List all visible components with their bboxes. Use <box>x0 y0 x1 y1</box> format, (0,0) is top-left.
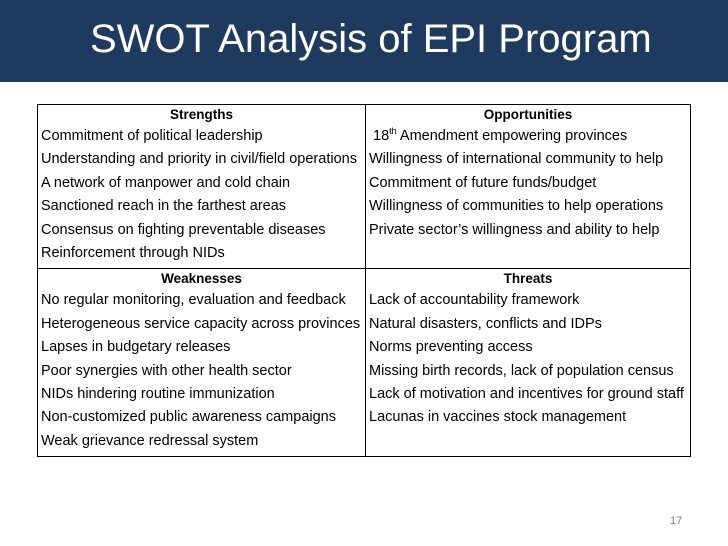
strengths-cell <box>38 105 366 269</box>
weakness-item: No regular monitoring, evaluation and feedback <box>41 292 346 309</box>
strength-item: Consensus on fighting preventable diseases <box>41 221 326 238</box>
weakness-item: Lapses in budgetary releases <box>41 339 231 356</box>
strength-item: Commitment of political leadership <box>41 128 263 144</box>
slide-title: SWOT Analysis of EPI Program <box>90 17 652 61</box>
threat-item: Natural disasters, conflicts and IDPs <box>369 315 602 332</box>
amendment-number: 18 <box>373 128 390 144</box>
opportunity-item: Willingness of international community to help <box>369 151 664 168</box>
swot-row-top <box>38 105 691 269</box>
opportunity-item: Commitment of future funds/budget <box>369 174 597 191</box>
threat-item: Missing birth records, lack of population census <box>369 362 674 379</box>
weakness-item: NIDs hindering routine immunization <box>41 386 275 403</box>
weaknesses-heading: Weaknesses <box>161 271 242 287</box>
weaknesses-cell <box>38 269 366 457</box>
threats-heading: Threats <box>503 271 553 287</box>
title-bar <box>0 0 728 82</box>
strength-item: Understanding and priority in civil/field operations <box>41 151 357 168</box>
opportunity-item: Private sector’s willingness and ability to help <box>369 221 660 238</box>
swot-row-bottom <box>38 269 691 457</box>
amendment-text: Amendment empowering provinces <box>396 128 628 144</box>
opportunities-cell <box>366 105 691 269</box>
strength-item: Reinforcement through NIDs <box>41 245 225 262</box>
strength-item: Sanctioned reach in the farthest areas <box>41 198 287 215</box>
weakness-item: Non-customized public awareness campaigns <box>41 409 336 426</box>
swot-table <box>37 104 691 457</box>
opportunity-item: Willingness of communities to help operations <box>369 198 664 215</box>
opportunities-heading: Opportunities <box>483 107 573 122</box>
weakness-item: Heterogeneous service capacity across provinces <box>41 315 361 332</box>
threats-cell <box>366 269 691 457</box>
opportunity-item <box>369 125 687 148</box>
amendment-superscript: th <box>389 126 397 136</box>
threat-item: Lack of motivation and incentives for ground staff <box>369 386 684 403</box>
slide-number: 17 <box>670 515 683 527</box>
weakness-item: Weak grievance redressal system <box>41 432 259 449</box>
strength-item: A network of manpower and cold chain <box>41 174 291 191</box>
threat-item: Norms preventing access <box>369 339 533 356</box>
threat-item: Lacunas in vaccines stock management <box>369 409 627 426</box>
threat-item: Lack of accountability framework <box>369 292 580 309</box>
weakness-item: Poor synergies with other health sector <box>41 362 292 379</box>
strengths-heading: Strengths <box>169 107 233 122</box>
